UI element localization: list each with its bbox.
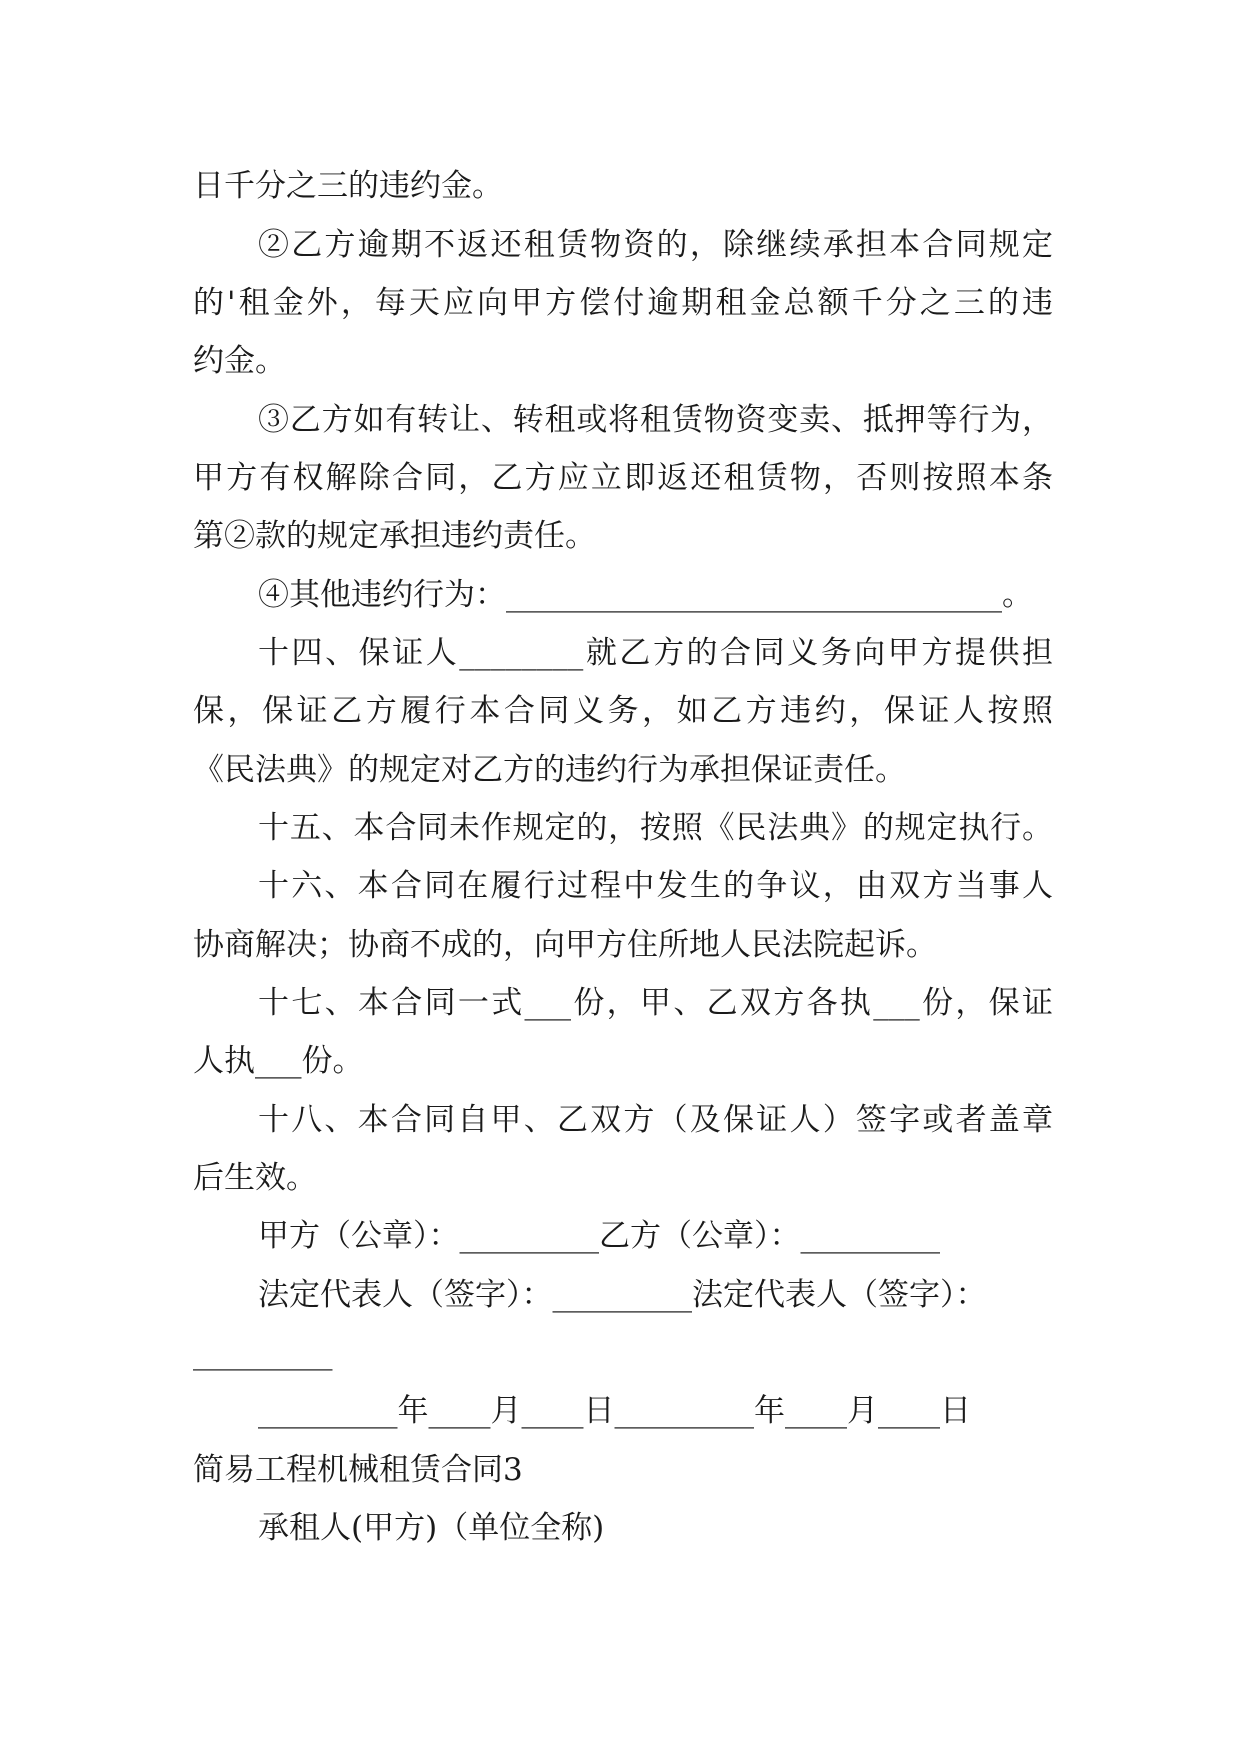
text-line: ④其他违约行为：________________________________。: [258, 577, 1033, 613]
text-line: 十四、保证人________就乙方的合同义务向甲方提供担: [258, 635, 1053, 671]
section-title: 简易工程机械租赁合同3: [193, 1452, 523, 1488]
date-line: _________年____月____日_________年____月____日: [258, 1393, 971, 1429]
text-line: 人执___份。: [193, 1043, 364, 1079]
text-line: 承租人(甲方)（单位全称): [258, 1510, 605, 1546]
signature-line-seal: 甲方（公章）：_________乙方（公章）：_________: [258, 1218, 940, 1254]
text-line: 协商解决；协商不成的，向甲方住所地人民法院起诉。: [193, 927, 937, 963]
text-line: ③乙方如有转让、转租或将租赁物资变卖、抵押等行为，: [258, 402, 1053, 438]
text-line: 十六、本合同在履行过程中发生的争议，由双方当事人: [258, 868, 1053, 904]
text-line: 第②款的规定承担违约责任。: [193, 518, 596, 554]
text-line: 甲方有权解除合同，乙方应立即返还租赁物，否则按照本条: [193, 460, 1053, 496]
signature-blank: _________: [193, 1335, 333, 1371]
text-line: 约金。: [193, 343, 286, 379]
text-line: 保，保证乙方履行本合同义务，如乙方违约，保证人按照: [193, 693, 1053, 729]
text-line: 十七、本合同一式___份，甲、乙双方各执___份，保证: [258, 985, 1053, 1021]
signature-line-representative: 法定代表人（签字）：_________法定代表人（签字）：: [258, 1277, 987, 1313]
text-line: 十五、本合同未作规定的，按照《民法典》的规定执行。: [258, 810, 1053, 846]
text-line: 十八、本合同自甲、乙双方（及保证人）签字或者盖章: [258, 1102, 1053, 1138]
text-line: 后生效。: [193, 1160, 317, 1196]
text-line: 的'租金外，每天应向甲方偿付逾期租金总额千分之三的违: [193, 285, 1053, 321]
text-line: ②乙方逾期不返还租赁物资的，除继续承担本合同规定: [258, 227, 1053, 263]
text-line: 日千分之三的违约金。: [193, 168, 503, 204]
text-line: 《民法典》的规定对乙方的违约行为承担保证责任。: [193, 752, 906, 788]
